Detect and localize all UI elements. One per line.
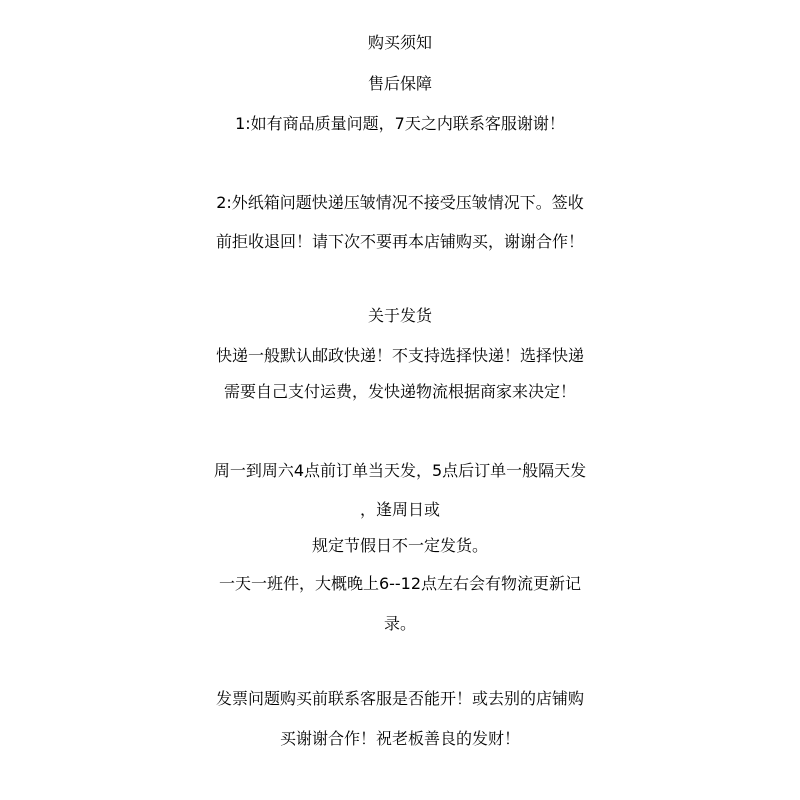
schedule-text-line-4: 一天一班件，大概晚上6--12点左右会有物流更新记 <box>218 574 582 593</box>
shipping-text-line-1: 快递一般默认邮政快递！不支持选择快递！选择快递 <box>215 346 584 365</box>
after-sales-item-2-line-2: 前拒收退回！请下次不要再本店铺购买，谢谢合作！ <box>215 232 584 251</box>
invoice-text-line-2: 买谢谢合作！祝老板善良的发财！ <box>279 729 520 748</box>
after-sales-item-2-line-1: 2:外纸箱问题快递压皱情况不接受压皱情况下。签收 <box>216 193 584 212</box>
after-sales-heading: 售后保障 <box>367 74 432 93</box>
schedule-text-line-5: 录。 <box>383 614 416 633</box>
notice-title: 购买须知 <box>367 33 432 52</box>
schedule-text-line-1: 周一到周六4点前订单当天发，5点后订单一般隔天发 <box>213 461 587 480</box>
shipping-heading: 关于发货 <box>367 306 432 325</box>
schedule-text-line-3: 规定节假日不一定发货。 <box>311 536 488 555</box>
shipping-text-line-2: 需要自己支付运费，发快递物流根据商家来决定！ <box>223 382 576 401</box>
invoice-text-line-1: 发票问题购买前联系客服是否能开！或去别的店铺购 <box>215 689 584 708</box>
after-sales-item-1: 1:如有商品质量问题，7天之内联系客服谢谢！ <box>235 114 565 133</box>
schedule-text-line-2: ，逢周日或 <box>359 500 440 519</box>
